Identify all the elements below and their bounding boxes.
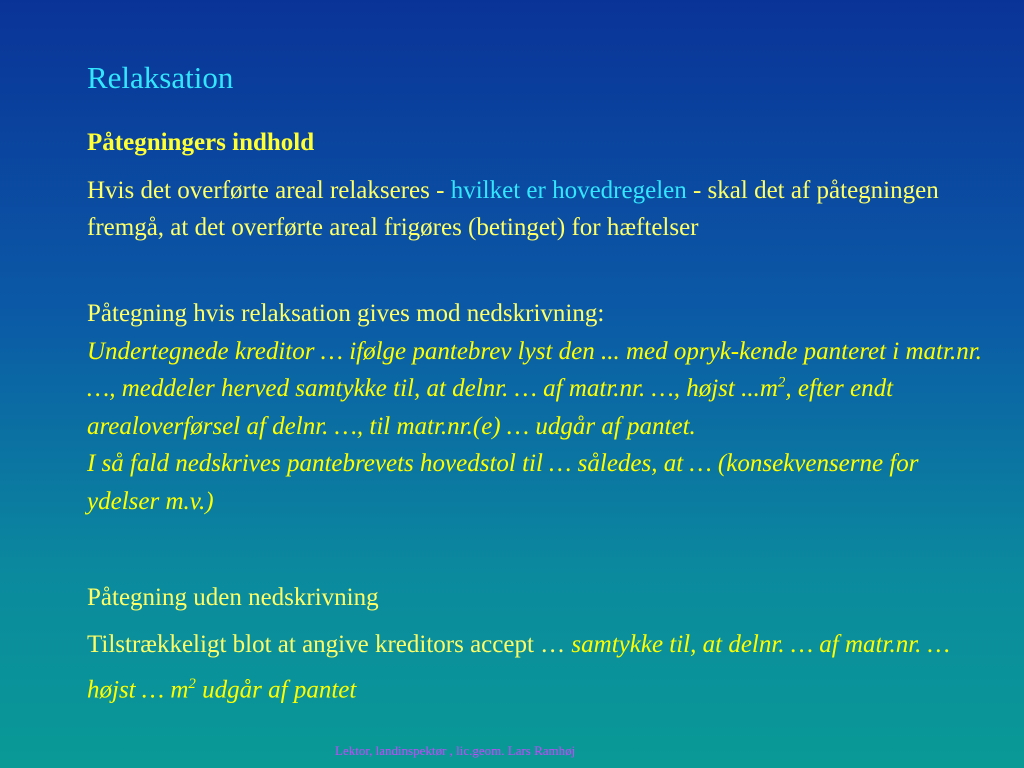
paragraph-sufficient-accept (87, 624, 987, 711)
slide-title: Relaksation (87, 60, 234, 95)
section-heading: Påtegningers indhold (87, 129, 315, 156)
slide-footer: Lektor, landinspektør , lic.geom. Lars Ramhøj (335, 743, 576, 758)
para1-highlight: hvilket er hovedregelen (450, 177, 687, 204)
para4-superscript: 2 (188, 676, 196, 692)
para2-italic-part1: Undertegnede kreditor … ifølge pantebrev lyst den ... med opryk-kende panteret i matr.nr. …, meddeler herved samtykke til, at delnr. … af matr.nr. …, højst ...m (87, 337, 982, 402)
para1-text-after: - skal det af påtegningen fremgå, at det overførte areal frigøres (betinget) for hæftelser (87, 177, 939, 241)
para2-example-text (87, 333, 987, 521)
paragraph-relaksation-rule (87, 173, 987, 246)
para4-italic: samtykke til, at delnr. … af matr.nr. … højst … m (87, 631, 950, 704)
para1-text-before: Hvis det overførte areal relakseres - (87, 177, 451, 204)
para4-plain: Tilstrækkeligt blot at angive kreditors accept … (87, 631, 572, 658)
para4-italic-after: udgår af pantet (195, 676, 357, 704)
para2-intro: Påtegning hvis relaksation gives mod nedskrivning: (87, 300, 605, 327)
paragraph-with-reduction (87, 296, 987, 520)
para2-italic-part2: , efter endt arealoverførsel af delnr. …, til matr.nr.(e) … udgår af pantet. (87, 375, 894, 440)
para2-italic-part3: I så fald nedskrives pantebrevets hovedstol til … således, at … (konsekvenserne for ydelser m.v.) (87, 450, 919, 515)
paragraph-without-reduction: Påtegning uden nedskrivning (87, 584, 379, 611)
para2-superscript: 2 (777, 374, 786, 391)
